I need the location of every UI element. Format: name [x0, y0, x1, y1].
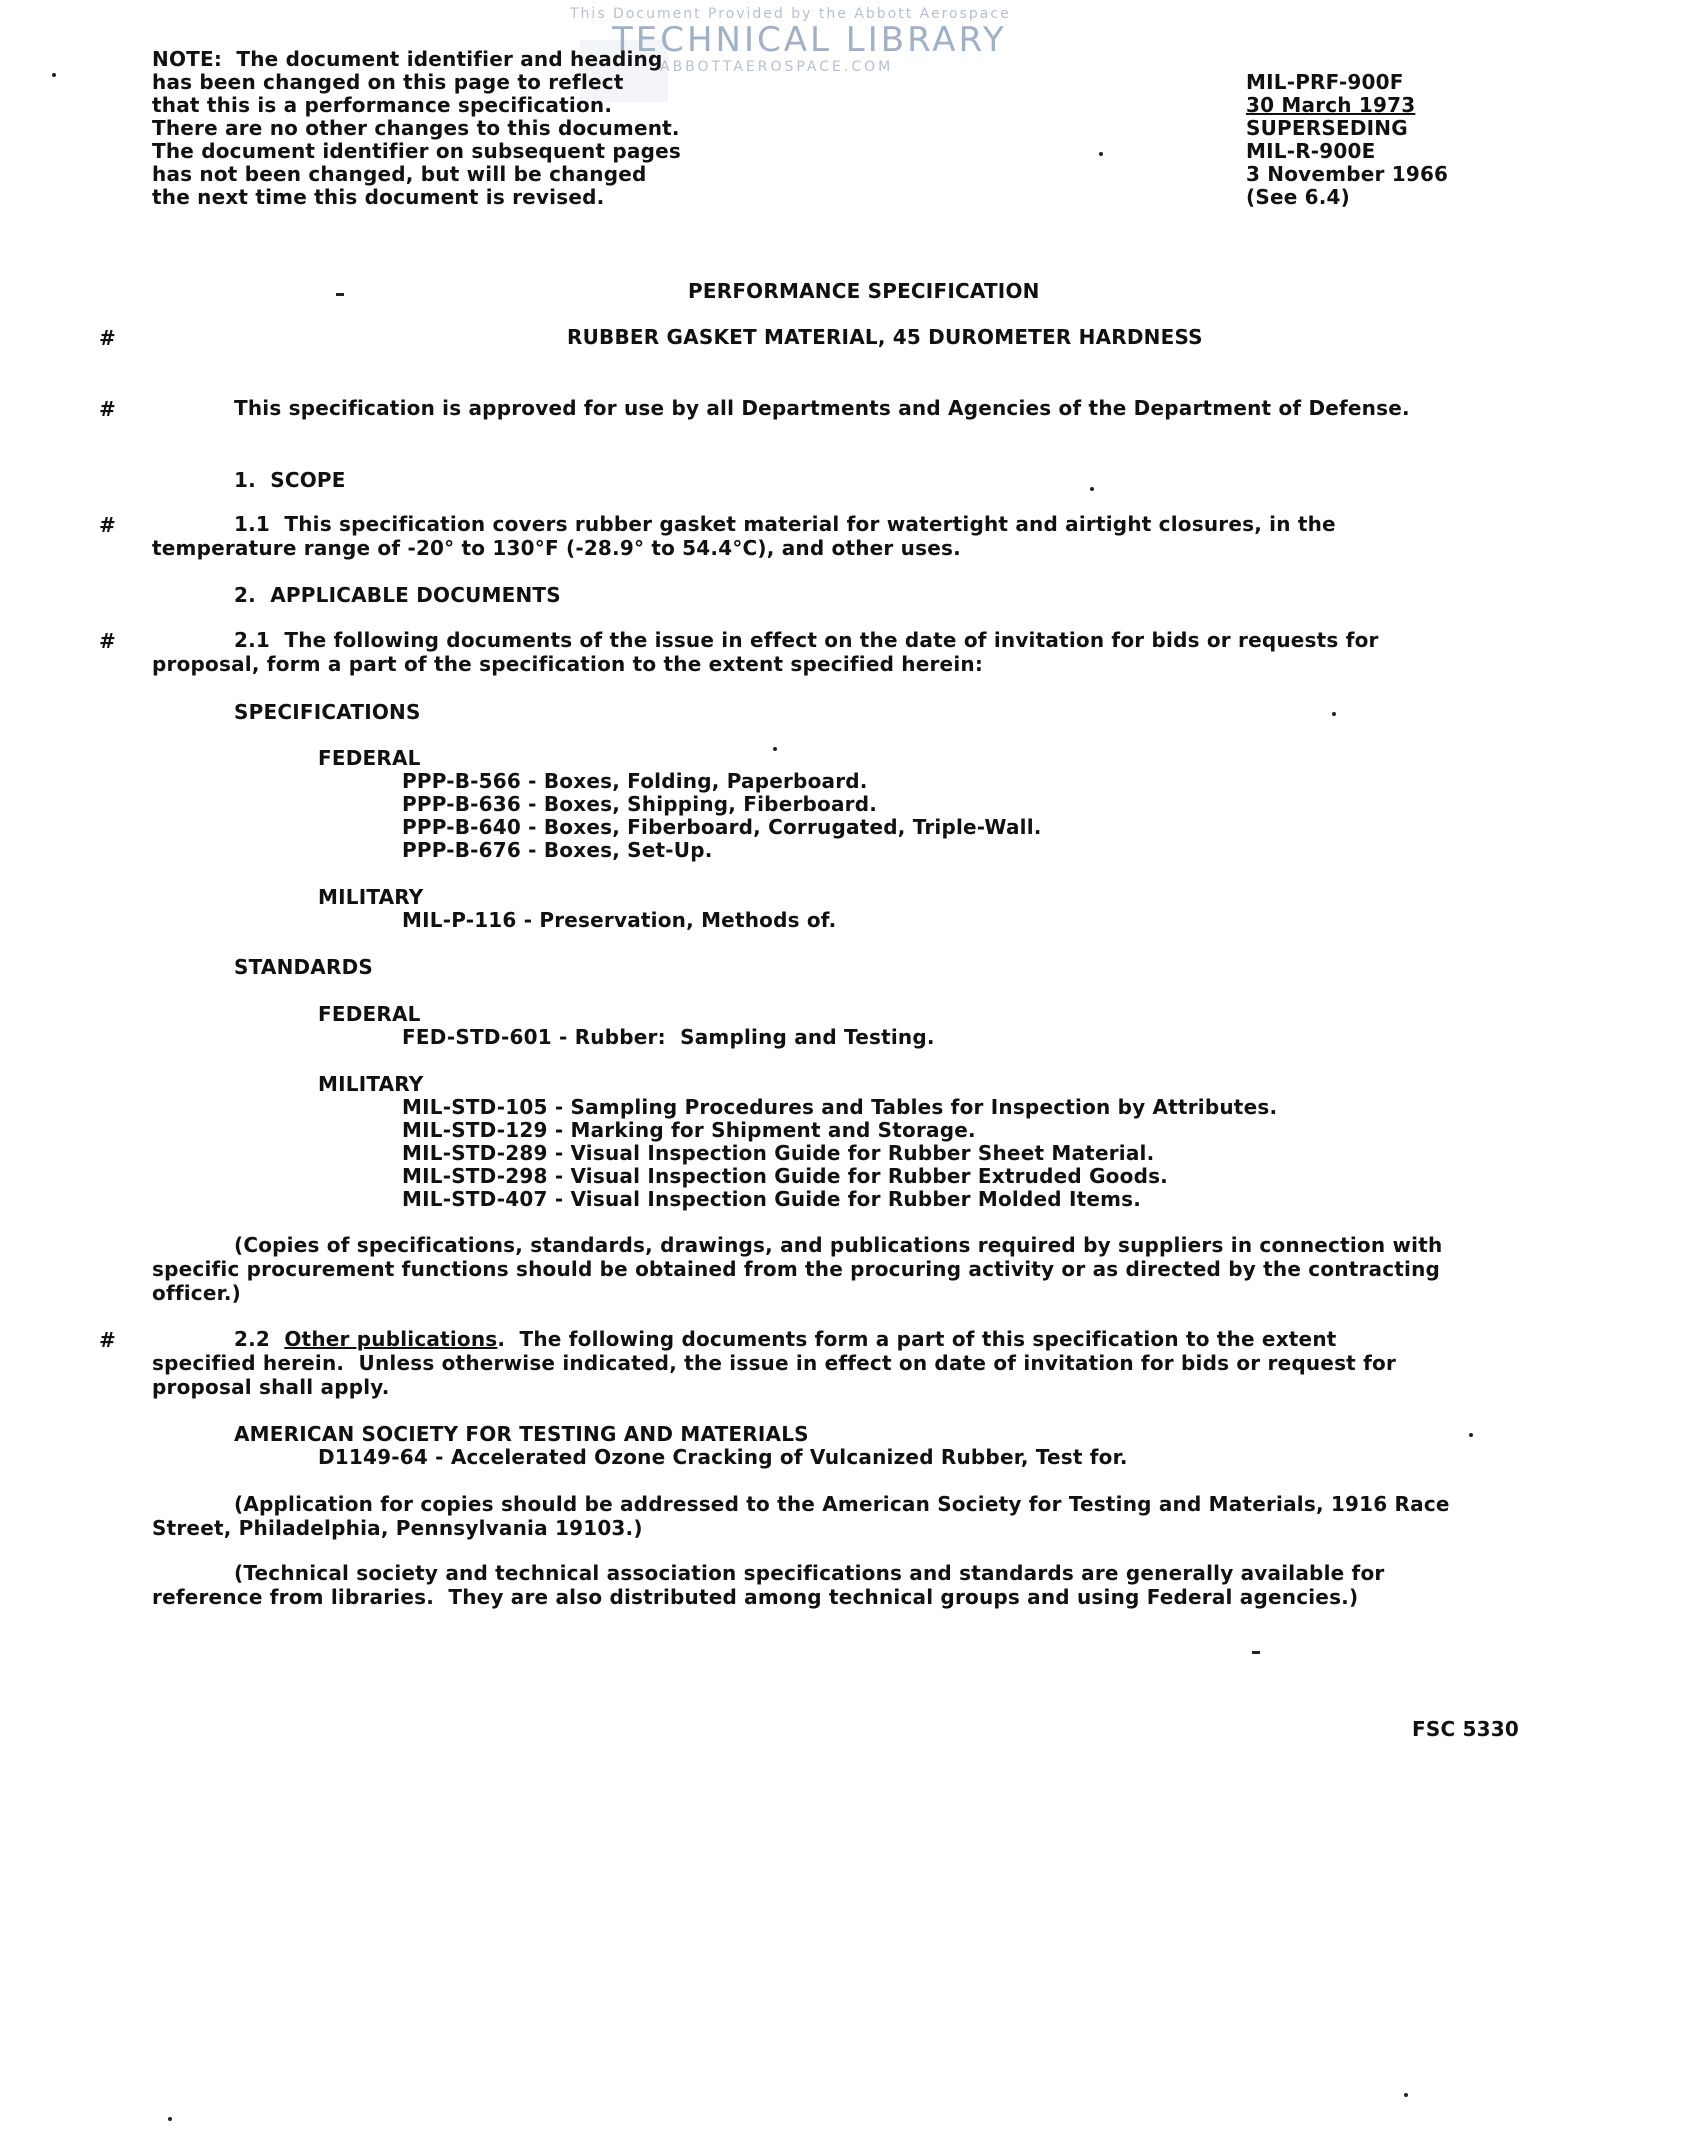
scan-speck: [52, 73, 56, 77]
technical-society-note-cont: reference from libraries. They are also distributed among technical groups and using Federal agencies.): [152, 1585, 1359, 1609]
list-item: D1149-64 - Accelerated Ozone Cracking of Vulcanized Rubber, Test for.: [318, 1445, 1128, 1469]
astm-heading: AMERICAN SOCIETY FOR TESTING AND MATERIALS: [234, 1422, 809, 1446]
list-item: MIL-STD-298 - Visual Inspection Guide for Rubber Extruded Goods.: [402, 1164, 1168, 1188]
old-doc-number: MIL-R-900E: [1246, 139, 1376, 163]
list-item: PPP-B-566 - Boxes, Folding, Paperboard.: [402, 769, 868, 793]
copies-note: (Copies of specifications, standards, drawings, and publications required by suppliers in connection with: [234, 1233, 1443, 1257]
paragraph-number: 2.2: [234, 1327, 285, 1351]
paragraph-text: . The following documents form a part of this specification to the extent: [497, 1327, 1337, 1351]
paragraph-1-1-cont: temperature range of -20° to 130°F (-28.9° to 54.4°C), and other uses.: [152, 536, 961, 560]
paragraph-2-1-cont: proposal, form a part of the specification to the extent specified herein:: [152, 652, 984, 676]
standards-heading: STANDARDS: [234, 955, 373, 979]
note-line: The document identifier on subsequent pages: [152, 139, 682, 163]
watermark-provided-by: This Document Provided by the Abbott Aerospace: [570, 6, 1011, 22]
note-line: the next time this document is revised.: [152, 185, 605, 209]
list-item: MIL-STD-129 - Marking for Shipment and Storage.: [402, 1118, 976, 1142]
list-item: PPP-B-636 - Boxes, Shipping, Fiberboard.: [402, 792, 878, 816]
change-mark: #: [99, 513, 116, 537]
change-mark: #: [99, 629, 116, 653]
scan-speck: [1332, 712, 1336, 716]
list-item: PPP-B-676 - Boxes, Set-Up.: [402, 838, 713, 862]
paragraph-2-2-cont: proposal shall apply.: [152, 1375, 390, 1399]
watermark-url: ABBOTTAEROSPACE.COM: [660, 59, 894, 75]
paragraph-title: Other publications: [284, 1327, 498, 1351]
fsc-code: FSC 5330: [1412, 1717, 1519, 1741]
note-line: NOTE: The document identifier and heading: [152, 47, 663, 71]
approval-statement: This specification is approved for use by all Departments and Agencies of the Department of Defense.: [234, 396, 1410, 420]
note-line: There are no other changes to this document.: [152, 116, 680, 140]
list-item: MIL-STD-105 - Sampling Procedures and Tables for Inspection by Attributes.: [402, 1095, 1278, 1119]
note-line: has been changed on this page to reflect: [152, 70, 624, 94]
note-line: has not been changed, but will be changed: [152, 162, 647, 186]
list-item: MIL-STD-407 - Visual Inspection Guide for Rubber Molded Items.: [402, 1187, 1142, 1211]
paragraph-2-2: [234, 1328, 1337, 1351]
astm-application-note-cont: Street, Philadelphia, Pennsylvania 19103.): [152, 1516, 643, 1540]
copies-note-cont: officer.): [152, 1281, 241, 1305]
military-heading: MILITARY: [318, 885, 424, 909]
old-doc-date: 3 November 1966: [1246, 162, 1449, 186]
see-reference: (See 6.4): [1246, 185, 1351, 209]
doc-date: 30 March 1973: [1246, 93, 1416, 117]
paragraph-1-1: 1.1 This specification covers rubber gasket material for watertight and airtight closures, in the: [234, 512, 1336, 536]
superseding-label: SUPERSEDING: [1246, 116, 1408, 140]
scan-speck: [168, 2117, 172, 2121]
scan-speck: [336, 293, 344, 296]
section-heading-applicable-documents: 2. APPLICABLE DOCUMENTS: [234, 583, 561, 607]
list-item: FED-STD-601 - Rubber: Sampling and Testing.: [402, 1025, 935, 1049]
copies-note-cont: specific procurement functions should be obtained from the procuring activity or as directed by the contracting: [152, 1257, 1441, 1281]
change-mark: #: [99, 1328, 116, 1352]
note-line: that this is a performance specification.: [152, 93, 613, 117]
spec-type-heading: PERFORMANCE SPECIFICATION: [688, 279, 1040, 303]
doc-number: MIL-PRF-900F: [1246, 70, 1404, 94]
specifications-heading: SPECIFICATIONS: [234, 700, 421, 724]
scan-speck: [1099, 152, 1103, 156]
scan-speck: [1090, 487, 1094, 491]
scan-speck: [1252, 1651, 1260, 1654]
change-mark: #: [99, 326, 116, 350]
list-item: PPP-B-640 - Boxes, Fiberboard, Corrugated, Triple-Wall.: [402, 815, 1042, 839]
federal-heading: FEDERAL: [318, 1002, 421, 1026]
scan-speck: [1469, 1433, 1473, 1437]
paragraph-2-2-cont: specified herein. Unless otherwise indicated, the issue in effect on date of invitation for bids or request for: [152, 1351, 1397, 1375]
federal-heading: FEDERAL: [318, 746, 421, 770]
watermark-library: TECHNICAL LIBRARY: [612, 20, 1007, 60]
list-item: MIL-P-116 - Preservation, Methods of.: [402, 908, 837, 932]
technical-society-note: (Technical society and technical association specifications and standards are generally available for: [234, 1561, 1385, 1585]
change-mark: #: [99, 397, 116, 421]
paragraph-2-1: 2.1 The following documents of the issue in effect on the date of invitation for bids or requests for: [234, 628, 1379, 652]
astm-application-note: (Application for copies should be addressed to the American Society for Testing and Materials, 1916 Race: [234, 1492, 1450, 1516]
military-heading: MILITARY: [318, 1072, 424, 1096]
list-item: MIL-STD-289 - Visual Inspection Guide for Rubber Sheet Material.: [402, 1141, 1155, 1165]
scan-speck: [773, 747, 777, 751]
spec-title: RUBBER GASKET MATERIAL, 45 DUROMETER HARDNESS: [567, 325, 1203, 349]
scan-speck: [1404, 2093, 1408, 2097]
section-heading-scope: 1. SCOPE: [234, 468, 346, 492]
